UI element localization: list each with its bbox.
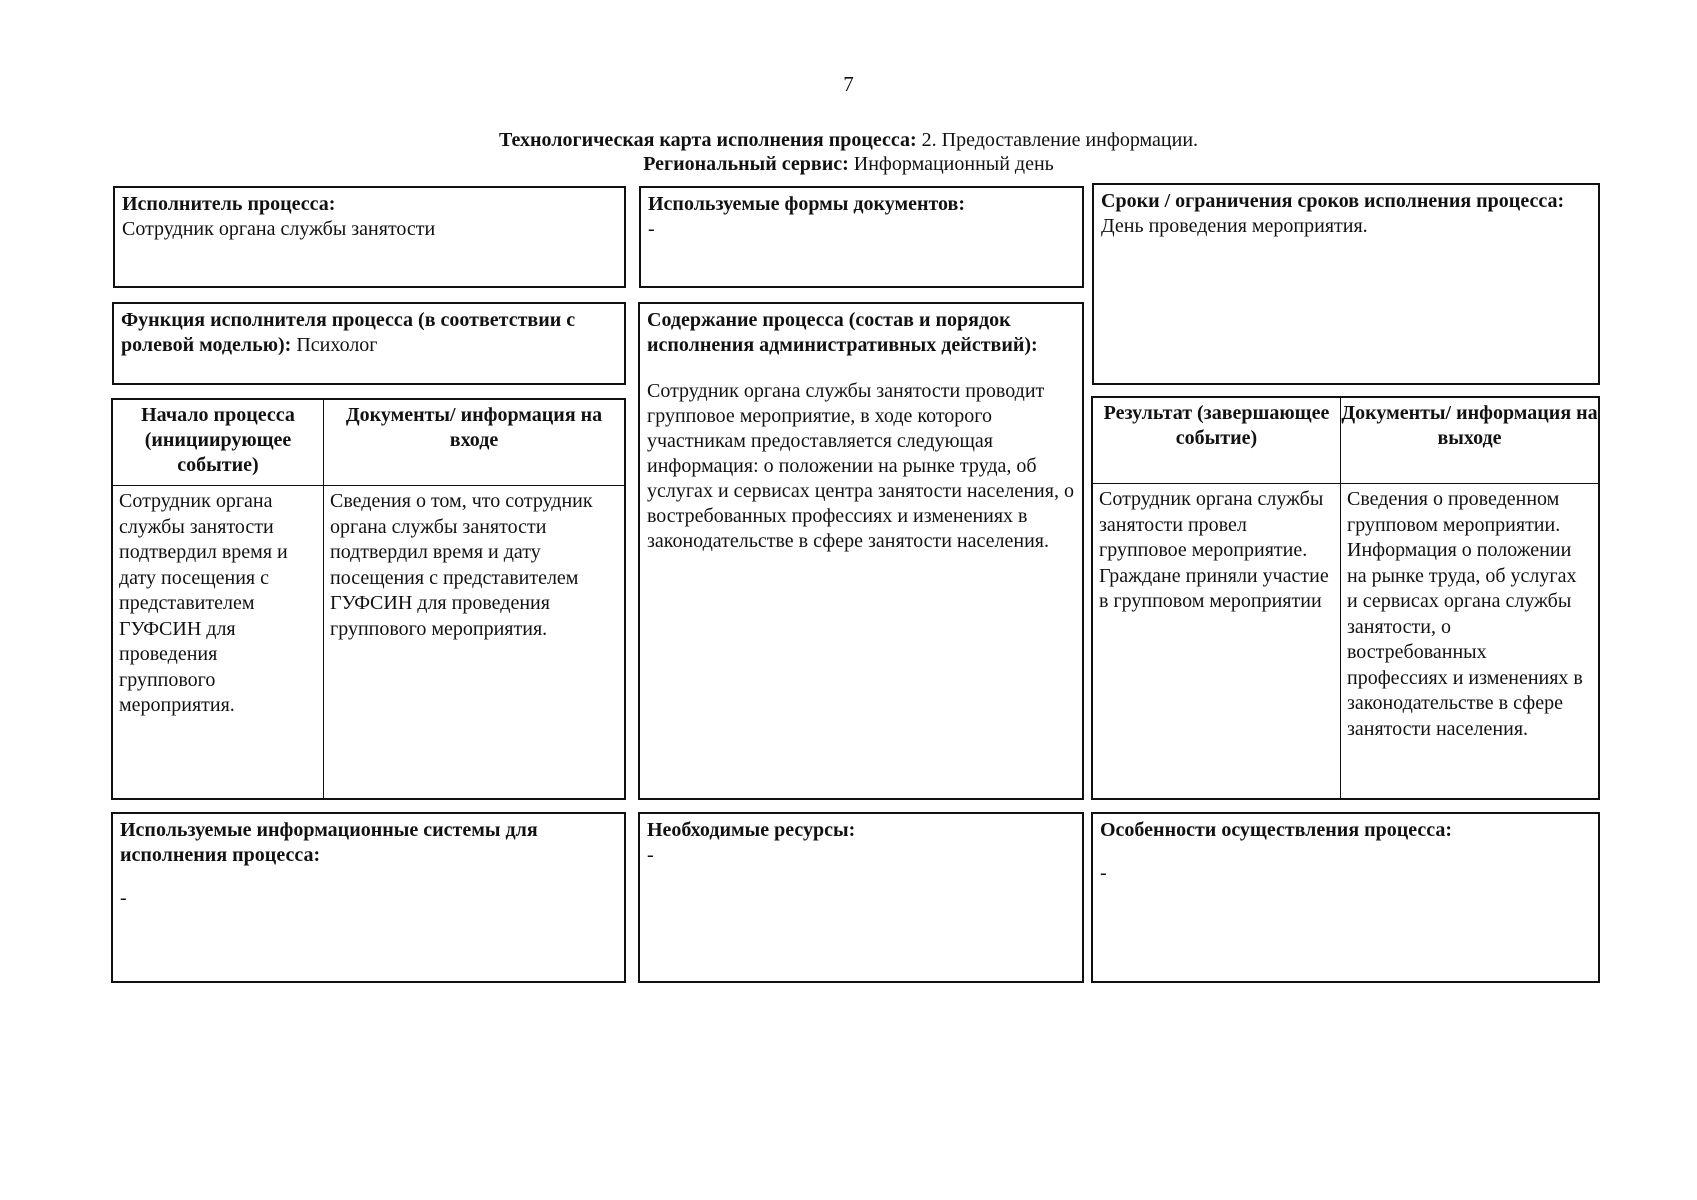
input-docs-header: Документы/ информация на входе (324, 400, 624, 486)
title-value: 2. Предоставление информации. (916, 129, 1199, 151)
output-docs-header: Документы/ информация на выходе (1341, 398, 1598, 484)
content-box (638, 302, 1084, 800)
resources-value: - (647, 844, 654, 866)
function-box (112, 302, 626, 385)
function-value: Психолог (291, 334, 378, 356)
info-systems-box (111, 812, 626, 983)
forms-label: Используемые формы документов: (648, 193, 966, 215)
start-event-column (113, 400, 323, 798)
title-label: Технологическая карта исполнения процесса: (498, 129, 917, 151)
deadlines-box (1092, 183, 1600, 385)
output-docs-value: Сведения о проведенном групповом мероприятии. Информация о положении на рынке труда, об услугах и сервисах органа службы занятости, о востребованных профессиях и изменениях в законодательстве в сфере занятости населения. (1347, 488, 1583, 740)
regional-service-label: Региональный сервис: (643, 153, 849, 175)
features-box (1091, 812, 1600, 983)
result-event-value: Сотрудник органа службы занятости провел групповое мероприятие. Граждане приняли участие в групповом мероприятии (1099, 488, 1329, 612)
content-value: Сотрудник органа службы занятости проводит групповое мероприятие, в ходе которого участникам предоставляется следующая информация: о положении на рынке труда, об услугах и сервисах центра занятости населения, о востребованных профессиях и изменениях в законодательстве в сфере занятости населения. (647, 380, 1074, 552)
info-systems-label: Используемые информационные системы для исполнения процесса: (120, 819, 538, 866)
result-table (1091, 396, 1600, 800)
start-event-header: Начало процесса (инициирующее событие) (113, 400, 323, 486)
features-value: - (1100, 862, 1107, 884)
forms-box (639, 186, 1084, 288)
regional-service-line (0, 152, 1697, 176)
input-docs-column (324, 400, 624, 798)
deadlines-label: Сроки / ограничения сроков исполнения процесса: (1101, 190, 1565, 212)
forms-value: - (648, 218, 655, 240)
start-table (111, 398, 626, 800)
executor-value: Сотрудник органа службы занятости (122, 218, 436, 240)
output-docs-column (1341, 398, 1598, 798)
start-event-value: Сотрудник органа службы занятости подтвердил время и дату посещения с представителем ГУФСИН для проведения группового мероприятия. (119, 490, 288, 716)
page-number: 7 (843, 72, 854, 96)
result-event-column (1093, 398, 1340, 798)
executor-box (113, 186, 626, 288)
info-systems-value: - (120, 887, 127, 909)
input-docs-value: Сведения о том, что сотрудник органа службы занятости подтвердил время и дату посещения с представителем ГУФСИН для проведения группового мероприятия. (330, 490, 593, 640)
features-label: Особенности осуществления процесса: (1100, 819, 1453, 841)
resources-box (638, 812, 1084, 983)
deadlines-value: День проведения мероприятия. (1101, 215, 1368, 237)
result-event-header: Результат (завершающее событие) (1093, 398, 1340, 484)
content-label: Содержание процесса (состав и порядок исполнения административных действий): (647, 309, 1038, 356)
resources-label: Необходимые ресурсы: (647, 819, 856, 841)
regional-service-value: Информационный день (848, 153, 1054, 175)
document-title (0, 128, 1697, 152)
executor-label: Исполнитель процесса: (122, 193, 336, 215)
function-label: Функция исполнителя процесса (в соответствии с ролевой моделью): (121, 309, 576, 356)
